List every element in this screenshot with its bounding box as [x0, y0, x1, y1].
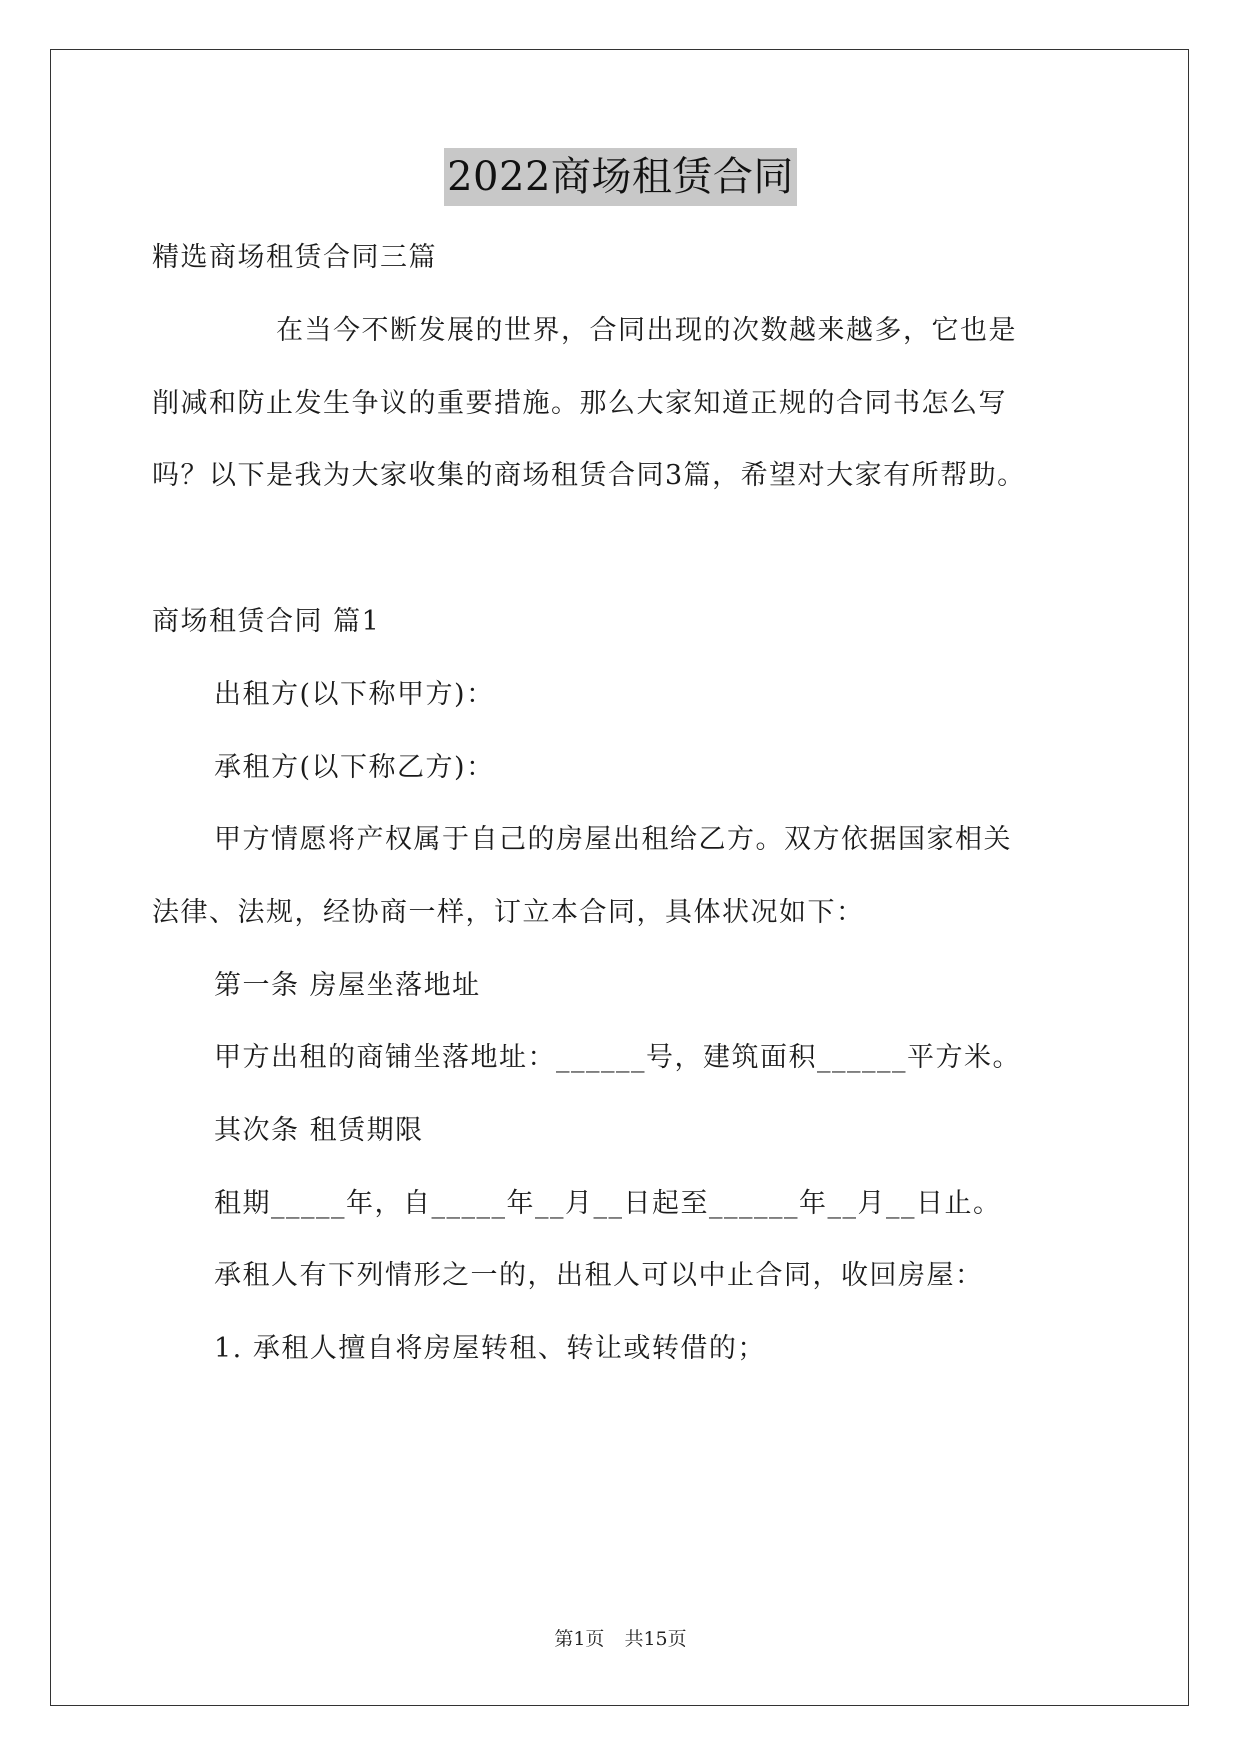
- termination-clause-line: 承租人有下列情形之一的，出租人可以中止合同，收回房屋：: [214, 1260, 984, 1291]
- document-title: 2022商场租赁合同: [444, 148, 797, 206]
- section-heading: 商场租赁合同 篇1: [152, 606, 381, 637]
- title-container: [0, 148, 1241, 206]
- page-border: [50, 49, 1189, 1706]
- intro-paragraph-line-1: 在当今不断发展的世界，合同出现的次数越来越多，它也是: [276, 315, 1017, 346]
- intro-paragraph-line-2: 削减和防止发生争议的重要措施。那么大家知道正规的合同书怎么写: [152, 388, 1007, 419]
- lessor-line: 出租方(以下称甲方)：: [214, 679, 495, 710]
- article-1-heading: 第一条 房屋坐落地址: [214, 970, 481, 1001]
- intro-paragraph-line-3: 吗？以下是我为大家收集的商场租赁合同3篇，希望对大家有所帮助。: [152, 460, 1026, 491]
- agreement-paragraph-line-2: 法律、法规，经协商一样，订立本合同，具体状况如下：: [152, 897, 865, 928]
- termination-item-1: 1. 承租人擅自将房屋转租、转让或转借的；: [214, 1333, 766, 1364]
- lease-term-line: 租期_____年，自_____年__月__日起至______年__月__日止。: [214, 1188, 1002, 1219]
- page-footer: 第1页 共15页: [554, 1628, 687, 1650]
- lessee-line: 承租方(以下称乙方)：: [214, 752, 495, 783]
- subtitle: 精选商场租赁合同三篇: [152, 242, 437, 273]
- agreement-paragraph-line-1: 甲方情愿将产权属于自己的房屋出租给乙方。双方依据国家相关: [214, 824, 1012, 855]
- article-1-address-line: 甲方出租的商铺坐落地址：______号，建筑面积______平方米。: [214, 1042, 1021, 1073]
- article-2-heading: 其次条 租赁期限: [214, 1115, 424, 1146]
